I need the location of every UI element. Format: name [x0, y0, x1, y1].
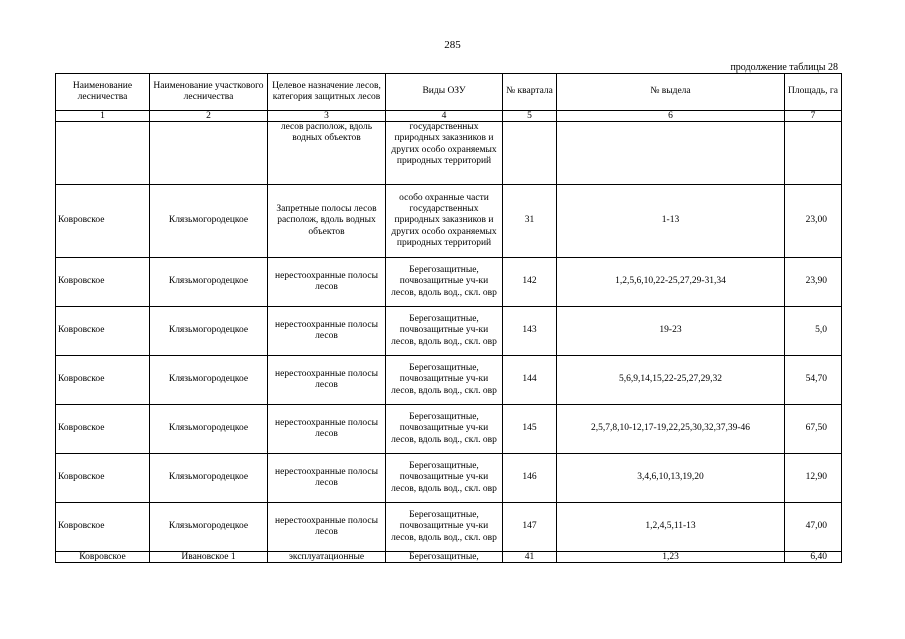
column-number: 1 [56, 111, 150, 122]
cell-sections: 3,4,6,10,13,19,20 [557, 454, 785, 503]
cell-forestry [56, 122, 150, 185]
cell-purpose: нерестоохранные полосы лесов [268, 258, 386, 307]
cell-forestry: Ковровское [56, 454, 150, 503]
cell-purpose: эксплуатационные [268, 552, 386, 563]
column-number: 4 [386, 111, 503, 122]
cell-district: Ивановское 1 [150, 552, 268, 563]
cell-quarter: 144 [503, 356, 557, 405]
cell-ozu: Берегозащитные, почвозащитные уч-ки лесов, вдоль вод., скл. овр [386, 356, 503, 405]
cell-quarter: 31 [503, 185, 557, 258]
table-row [56, 503, 842, 552]
cell-purpose: нерестоохранные полосы лесов [268, 307, 386, 356]
cell-forestry: Ковровское [56, 503, 150, 552]
cell-sections: 5,6,9,14,15,22-25,27,29,32 [557, 356, 785, 405]
cell-quarter: 142 [503, 258, 557, 307]
cell-purpose: нерестоохранные полосы лесов [268, 356, 386, 405]
cell-quarter: 147 [503, 503, 557, 552]
header-purpose: Целевое назначение лесов, категория защитных лесов [268, 74, 386, 111]
cell-district [150, 122, 268, 185]
cell-district: Клязьмогородецкое [150, 405, 268, 454]
continuation-row [56, 122, 842, 185]
header-sections: № выдела [557, 74, 785, 111]
table-row [56, 185, 842, 258]
cell-purpose: нерестоохранные полосы лесов [268, 454, 386, 503]
cell-forestry: Ковровское [56, 307, 150, 356]
cell-quarter: 145 [503, 405, 557, 454]
cell-area: 5,0 [785, 307, 842, 356]
cell-district: Клязьмогородецкое [150, 356, 268, 405]
cell-ozu: Берегозащитные, почвозащитные уч-ки лесов, вдоль вод., скл. овр [386, 258, 503, 307]
cell-purpose: лесов располож, вдоль водных объектов [268, 122, 386, 185]
cell-purpose: нерестоохранные полосы лесов [268, 503, 386, 552]
cell-quarter: 146 [503, 454, 557, 503]
cell-area: 23,90 [785, 258, 842, 307]
forestry-table [55, 73, 842, 563]
cell-area: 12,90 [785, 454, 842, 503]
cell-forestry: Ковровское [56, 405, 150, 454]
header-forestry: Наименование лесничества [56, 74, 150, 111]
cell-area: 47,00 [785, 503, 842, 552]
column-number: 3 [268, 111, 386, 122]
header-area: Площадь, га [785, 74, 842, 111]
table-row [56, 307, 842, 356]
cell-sections: 19-23 [557, 307, 785, 356]
cell-quarter: 143 [503, 307, 557, 356]
cell-district: Клязьмогородецкое [150, 503, 268, 552]
cell-district: Клязьмогородецкое [150, 185, 268, 258]
cell-sections: 1,23 [557, 552, 785, 563]
cell-ozu: особо охранные части государственных природных заказников и других особо охраняемых природных территорий [386, 185, 503, 258]
cell-forestry: Ковровское [56, 356, 150, 405]
cell-quarter [503, 122, 557, 185]
cell-sections: 1,2,5,6,10,22-25,27,29-31,34 [557, 258, 785, 307]
cell-area [785, 122, 842, 185]
cell-ozu: Берегозащитные, [386, 552, 503, 563]
table-row [56, 405, 842, 454]
header-district: Наименование участкового лесничества [150, 74, 268, 111]
cell-purpose: Запретные полосы лесов располож, вдоль водных объектов [268, 185, 386, 258]
header-row [56, 74, 842, 111]
cell-quarter: 41 [503, 552, 557, 563]
column-number: 2 [150, 111, 268, 122]
cell-ozu: Берегозащитные, почвозащитные уч-ки лесов, вдоль вод., скл. овр [386, 454, 503, 503]
column-number: 5 [503, 111, 557, 122]
column-number: 6 [557, 111, 785, 122]
cell-sections: 1-13 [557, 185, 785, 258]
table-row [56, 454, 842, 503]
table-row [56, 258, 842, 307]
cell-area: 6,40 [785, 552, 842, 563]
cell-ozu: государственных природных заказников и других особо охраняемых природных территорий [386, 122, 503, 185]
cell-district: Клязьмогородецкое [150, 307, 268, 356]
table-row [56, 356, 842, 405]
cell-sections: 2,5,7,8,10-12,17-19,22,25,30,32,37,39-46 [557, 405, 785, 454]
cell-sections [557, 122, 785, 185]
cell-area: 23,00 [785, 185, 842, 258]
cell-area: 54,70 [785, 356, 842, 405]
column-number: 7 [785, 111, 842, 122]
cell-area: 67,50 [785, 405, 842, 454]
column-number-row [56, 111, 842, 122]
page-number: 285 [444, 39, 461, 51]
cell-purpose: нерестоохранные полосы лесов [268, 405, 386, 454]
header-quarter: № квартала [503, 74, 557, 111]
cell-ozu: Берегозащитные, почвозащитные уч-ки лесов, вдоль вод., скл. овр [386, 503, 503, 552]
table-caption: продолжение таблицы 28 [730, 62, 838, 73]
header-ozu: Виды ОЗУ [386, 74, 503, 111]
cell-forestry: Ковровское [56, 258, 150, 307]
cell-forestry: Ковровское [56, 552, 150, 563]
cell-ozu: Берегозащитные, почвозащитные уч-ки лесов, вдоль вод., скл. овр [386, 405, 503, 454]
table-row [56, 552, 842, 563]
cell-district: Клязьмогородецкое [150, 258, 268, 307]
cell-forestry: Ковровское [56, 185, 150, 258]
cell-ozu: Берегозащитные, почвозащитные уч-ки лесов, вдоль вод., скл. овр [386, 307, 503, 356]
cell-district: Клязьмогородецкое [150, 454, 268, 503]
cell-sections: 1,2,4,5,11-13 [557, 503, 785, 552]
